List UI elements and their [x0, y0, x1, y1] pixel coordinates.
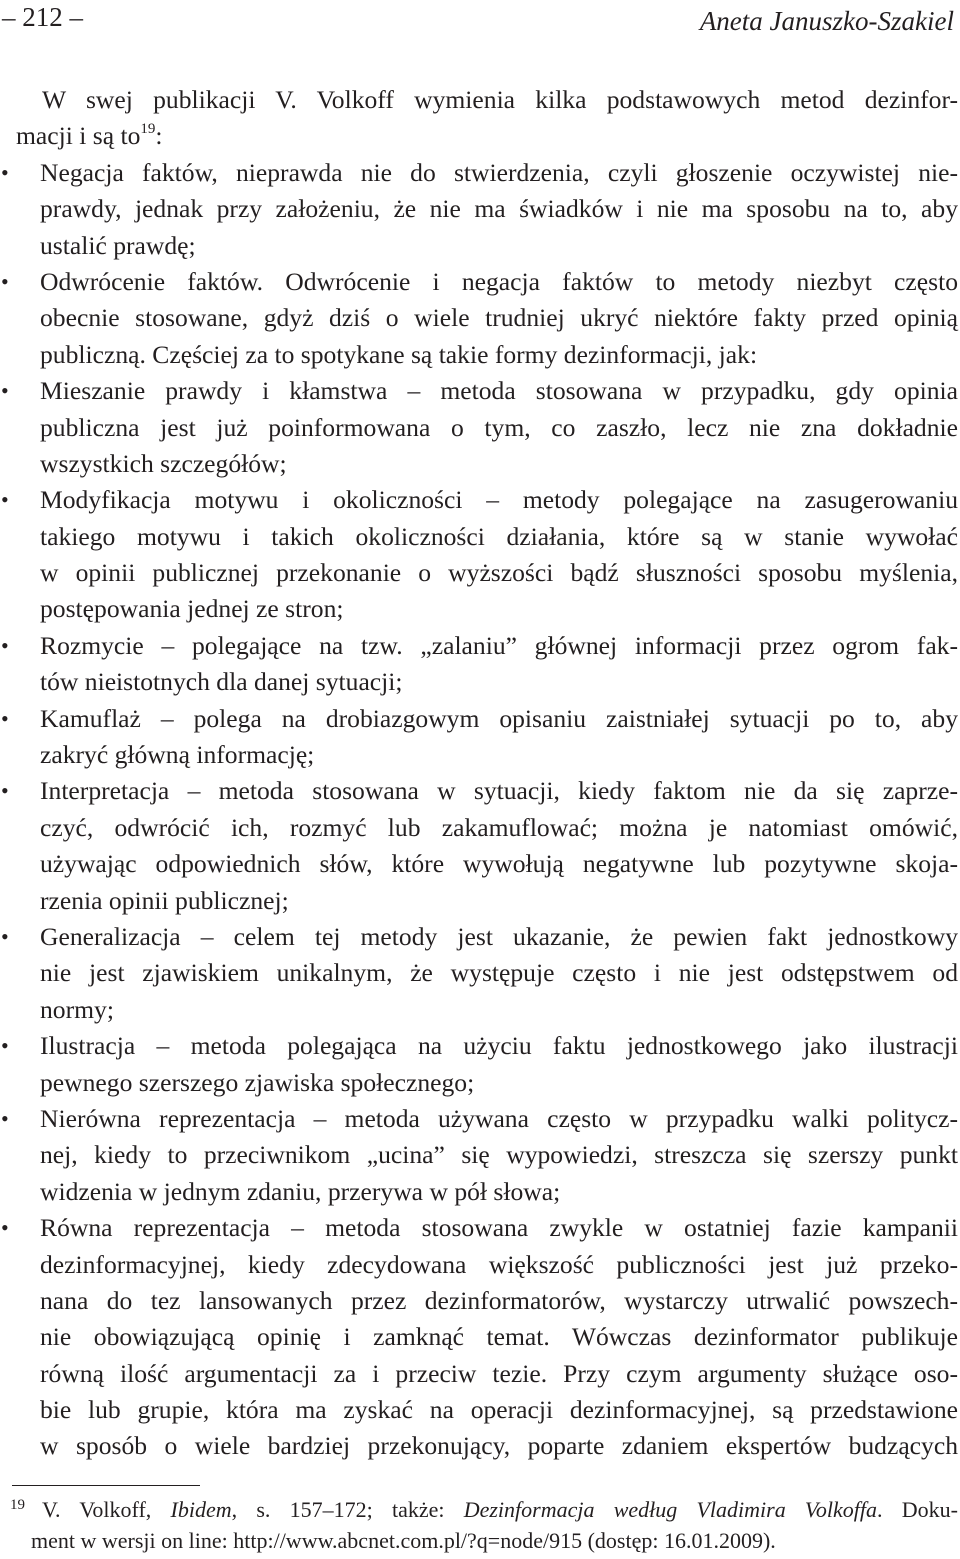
list-item: • Rozmycie – polegające na tzw. „zalaniu” głównej informacji przez ogrom fak- [0, 628, 958, 664]
bullet-icon: • [1, 487, 9, 513]
text-line: zakryć główną informację; [40, 740, 315, 770]
text-line: czyć, odwrócić ich, rozmyć lub zakamuflować; można je natomiast omówić, [40, 812, 958, 842]
text-line: takiego motywu i takich okoliczności działania, które są w stanie wywołać [40, 521, 958, 551]
footnote-separator [12, 1485, 200, 1486]
list-item: • Równa reprezentacja – metoda stosowana zwykle w ostatniej fazie kampanii [0, 1210, 958, 1246]
page-number: – 212 – [2, 2, 83, 32]
page-header [0, 2, 960, 38]
text-line: prawdy, jednak przy założeniu, że nie ma świadków i nie ma sposobu na to, aby [40, 194, 958, 224]
footnote-line: V. Volkoff, Ibidem, s. 157–172; także: Dezinformacja według Vladimira Volkoffa. Doku- [42, 1497, 958, 1522]
text-line: tów nieistotnych dla danej sytuacji; [40, 667, 403, 697]
running-head-author: Aneta Januszko-Szakiel [699, 6, 954, 36]
bullet-icon: • [1, 159, 9, 185]
bullet-icon: • [1, 1215, 9, 1241]
list-item: • Modyfikacja motywu i okoliczności – metody polegające na zasugerowaniu [0, 482, 958, 518]
main-text [0, 82, 958, 1465]
bullet-icon: • [1, 923, 9, 949]
text-line: w opinii publicznej przekonanie o wyższości bądź słuszności sposobu myślenia, [40, 558, 958, 588]
text-line: ustalić prawdę; [40, 230, 196, 260]
text-line: w sposób o wiele bardziej przekonujący, poparte zdaniem ekspertów budzących [40, 1431, 958, 1461]
text-line: rzenia opinii publicznej; [40, 885, 289, 915]
text-line: pewnego szerszego zjawiska społecznego; [40, 1067, 475, 1097]
text-line: używając odpowiednich słów, które wywołują negatywne lub pozytywne skoja- [40, 849, 958, 879]
text-line: obecnie stosowane, gdyż dziś o wiele trudniej ukryć niektóre fakty przed opinią [40, 303, 958, 333]
list-item: • Odwrócenie faktów. Odwrócenie i negacja faktów to metody niezbyt często [0, 264, 958, 300]
text-line: publiczna jest już poinformowana o tym, co zaszło, lecz nie zna dokładnie [40, 412, 958, 442]
text-line: bie lub grupie, która ma zyskać na operacji dezinformacyjnej, są przedstawione [40, 1395, 958, 1425]
footnote-url-text: ment w wersji on line: http://www.abcnet.com.pl/?q=node/915 (dostęp: 16.01.2009). [31, 1528, 776, 1553]
text-line: nie obowiązującą opinię i zamknąć temat. Wówczas dezinformator publikuje [40, 1322, 958, 1352]
list-item: • Interpretacja – metoda stosowana w sytuacji, kiedy faktom nie da się zaprze- [0, 773, 958, 809]
bullet-icon: • [1, 1105, 9, 1131]
bullet-icon: • [1, 1033, 9, 1059]
text-line: publiczną. Częściej za to spotykane są takie formy dezinformacji, jak: [40, 339, 758, 369]
text-line: postępowania jednej ze stron; [40, 594, 344, 624]
footnote-ref: 19 [140, 121, 156, 138]
text-line: dezinformacyjnej, kiedy zdecydowana większość publiczności jest już przeko- [40, 1249, 958, 1279]
bullet-icon: • [1, 705, 9, 731]
text-line: nej, kiedy to przeciwnikom „ucina” się wypowiedzi, streszcza się szerszy punkt [40, 1140, 958, 1170]
list-item: • Mieszanie prawdy i kłamstwa – metoda stosowana w przypadku, gdy opinia [0, 373, 958, 409]
footnote-line [0, 1525, 958, 1556]
text-line: wszystkich szczegółów; [40, 448, 287, 478]
text-line: nie jest zjawiskiem unikalnym, że występuje często i nie jest odstępstwem od [40, 958, 958, 988]
bullet-icon: • [1, 632, 9, 658]
text-line: W swej publikacji V. Volkoff wymienia kilka podstawowych metod dezinfor- [42, 85, 958, 114]
footnote [0, 1494, 958, 1556]
text-line: równą ilość argumentacji za i przeciw tezie. Przy czym argumenty służące oso- [40, 1358, 958, 1388]
bullet-icon: • [1, 378, 9, 404]
list-item: • Negacja faktów, nieprawda nie do stwierdzenia, czyli głoszenie oczywistej nie- [0, 155, 958, 191]
text-line: widzenia w jednym zdaniu, przerywa w pół słowa; [40, 1176, 561, 1206]
list-item: • Generalizacja – celem tej metody jest ukazanie, że pewien fakt jednostkowy [0, 919, 958, 955]
bullet-icon: • [1, 778, 9, 804]
list-item: • Ilustracja – metoda polegająca na użyciu faktu jednostkowego jako ilustracji [0, 1028, 958, 1064]
footnote-number: 19 [10, 1497, 25, 1513]
text-line: normy; [40, 994, 114, 1024]
list-item: • Nierówna reprezentacja – metoda używana często w przypadku walki politycz- [0, 1101, 958, 1137]
text-line: macji i są $to^{19}$: [16, 121, 163, 151]
bullet-icon: • [1, 268, 9, 294]
text-line: nana do tez lansowanych przez dezinformatorów, wystarczy utrwalić powszech- [40, 1285, 958, 1315]
list-item: • Kamuflaż – polega na drobiazgowym opisaniu zaistniałej sytuacji po to, aby [0, 701, 958, 737]
